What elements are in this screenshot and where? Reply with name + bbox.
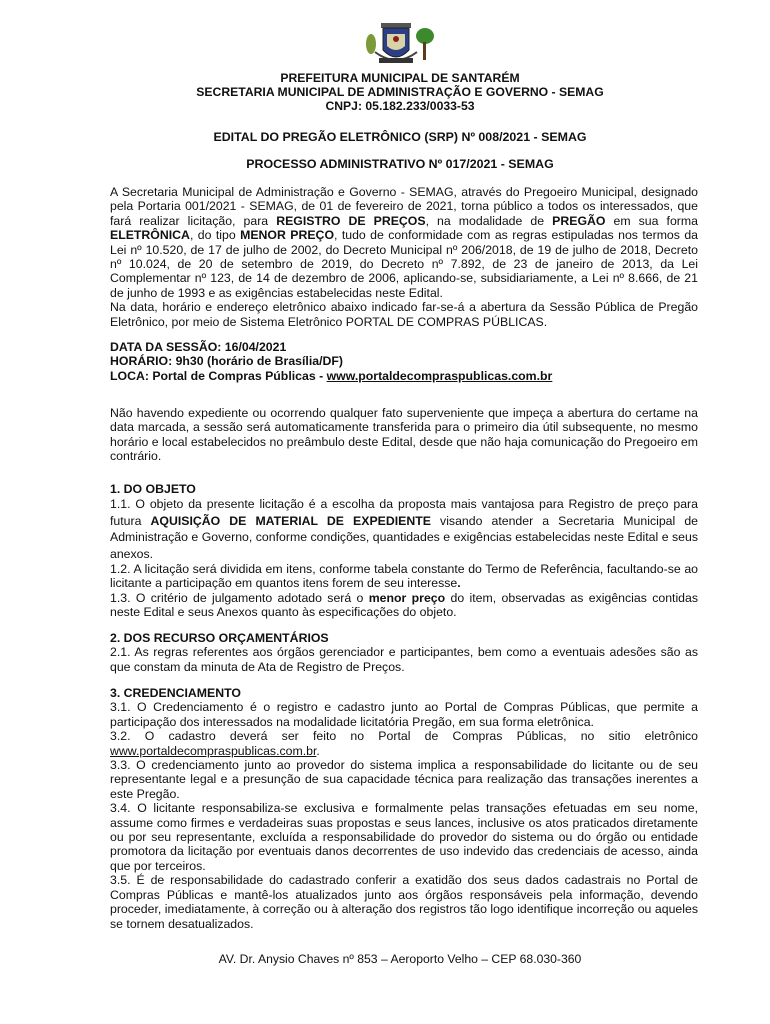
section-objeto bbox=[110, 482, 698, 620]
edital-title: EDITAL DO PREGÃO ELETRÔNICO (SRP) Nº 008/2021 - SEMAG bbox=[213, 130, 587, 144]
item-1-1: 1.1. O objeto da presente licitação é a escolha da proposta mais vantajosa para Registro de preço para futura AQUISIÇÃO DE MATERIAL DE EXPEDIENTE visando atender a Secretaria Municipal de Administração e Governo, conforme condições, quantidades e exigências estabelecidas neste Edital e seus anexos. bbox=[110, 497, 698, 561]
intro-section bbox=[110, 185, 698, 329]
cnpj: CNPJ: 05.182.233/0033-53 bbox=[325, 99, 475, 113]
intro-paragraph: A Secretaria Municipal de Administração e Governo - SEMAG, através do Pregoeiro Municipal, designado pela Portaria 001/2021 - SEMAG, de 01 de fevereiro de 2021, torna público a todos os interessados, que fará realizar licitação, para REGISTRO DE PREÇOS, na modalidade de PREGÃO em sua forma ELETRÔNICA, do tipo MENOR PREÇO, tudo de conformidade com as regras estipuladas nos termos da Lei nº 10.520, de 17 de julho de 2002, do Decreto Municipal nº 206/2018, de 19 de julho de 2018, Decreto nº 10.024, de 20 de setembro de 2019, do Decreto nº 7.892, de 23 de janeiro de 2013, da Lei Complementar nº 123, de 14 de dezembro de 2006, aplicando-se, subsidiariamente, a Lei nº 8.666, de 21 de junho de 1993 e as exigências estabelecidas neste Edital. bbox=[110, 185, 699, 300]
notice-paragraph: Não havendo expediente ou ocorrendo qualquer fato superveniente que impeça a abertura do certame na data marcada, a sessão será automaticamente transferida para o primeiro dia útil subsequente, no mesmo horário e local estabelecidos no preâmbulo deste Edital, desde que não haja comunicação do Pregoeiro em contrário. bbox=[110, 406, 698, 464]
item-3-3: 3.3. O credenciamento junto ao provedor do sistema implica a responsabilidade do licitante ou de seu representante legal e a presunção de sua capacidade técnica para realização das transações inerentes a este Pregão. bbox=[110, 758, 698, 801]
session-time: HORÁRIO: 9h30 (horário de Brasília/DF) bbox=[110, 354, 343, 369]
section-heading: 2. DOS RECURSO ORÇAMENTÁRIOS bbox=[110, 631, 329, 645]
item-3-2: 3.2. O cadastro deverá ser feito no Portal de Compras Públicas, no sitio eletrônico www.portaldecompraspublicas.com.br. bbox=[110, 729, 698, 758]
session-info bbox=[110, 340, 698, 383]
coat-of-arms-icon bbox=[365, 22, 437, 68]
portal-link[interactable]: www.portaldecompraspublicas.com.br bbox=[110, 743, 317, 758]
item-3-4: 3.4. O licitante responsabiliza-se exclusiva e formalmente pelas transações efetuadas em seu nome, assume como firmes e verdadeiras suas propostas e seus lances, inclusive os atos praticados diretamente ou por seu representante, excluída a responsabilidade do provedor do sistema ou do órgão ou entidade promotora da licitação por eventuais danos decorrentes de uso indevido das credenciais de acesso, ainda que por terceiros. bbox=[110, 801, 698, 873]
session-date: DATA DA SESSÃO: 16/04/2021 bbox=[110, 340, 287, 354]
section-heading: 3. CREDENCIAMENTO bbox=[110, 686, 241, 700]
section-credenciamento bbox=[110, 686, 698, 931]
item-2-1: 2.1. As regras referentes aos órgãos gerenciador e participantes, bem como a eventuais adesões são as que constam da minuta de Ata de Registro de Preços. bbox=[110, 645, 698, 674]
item-1-3: 1.3. O critério de julgamento adotado será o menor preço do item, observadas as exigências contidas neste Edital e seus Anexos quanto às especificações do objeto. bbox=[110, 590, 699, 620]
section-recursos bbox=[110, 631, 698, 674]
item-3-1: 3.1. O Credenciamento é o registro e cadastro junto ao Portal de Compras Públicas, que permite a participação dos interessados na modalidade licitatória Pregão, em sua forma eletrônica. bbox=[110, 700, 698, 729]
item-1-2: 1.2. A licitação será dividida em itens, conforme tabela constante do Termo de Referência, facultando-se ao licitante a participação em quantos itens forem de seu interesse. bbox=[110, 562, 698, 591]
prefeitura-name: PREFEITURA MUNICIPAL DE SANTARÉM bbox=[280, 71, 520, 85]
portal-link[interactable]: www.portaldecompraspublicas.com.br bbox=[326, 368, 553, 383]
secretaria-name: SECRETARIA MUNICIPAL DE ADMINISTRAÇÃO E GOVERNO - SEMAG bbox=[196, 85, 604, 99]
item-3-5: 3.5. É de responsabilidade do cadastrado conferir a exatidão dos seus dados cadastrais no Portal de Compras Públicas e mantê-los atualizados junto aos órgãos responsáveis pela informação, devendo proceder, imediatamente, à correção ou à alteração dos registros tão logo identifique incorreção ou aqueles se tornem desatualizados. bbox=[110, 873, 698, 931]
session-location: LOCA: Portal de Compras Públicas - www.portaldecompraspublicas.com.br bbox=[110, 368, 553, 383]
footer-address: AV. Dr. Anysio Chaves nº 853 – Aeroporto Velho – CEP 68.030-360 bbox=[218, 952, 582, 966]
intro-paragraph-2: Na data, horário e endereço eletrônico abaixo indicado far-se-á a abertura da Sessão Pública de Pregão Eletrônico, por meio de Sistema Eletrônico PORTAL DE COMPRAS PÚBLICAS. bbox=[110, 300, 698, 329]
processo-title: PROCESSO ADMINISTRATIVO Nº 017/2021 - SEMAG bbox=[246, 157, 554, 171]
section-heading: 1. DO OBJETO bbox=[110, 482, 196, 496]
